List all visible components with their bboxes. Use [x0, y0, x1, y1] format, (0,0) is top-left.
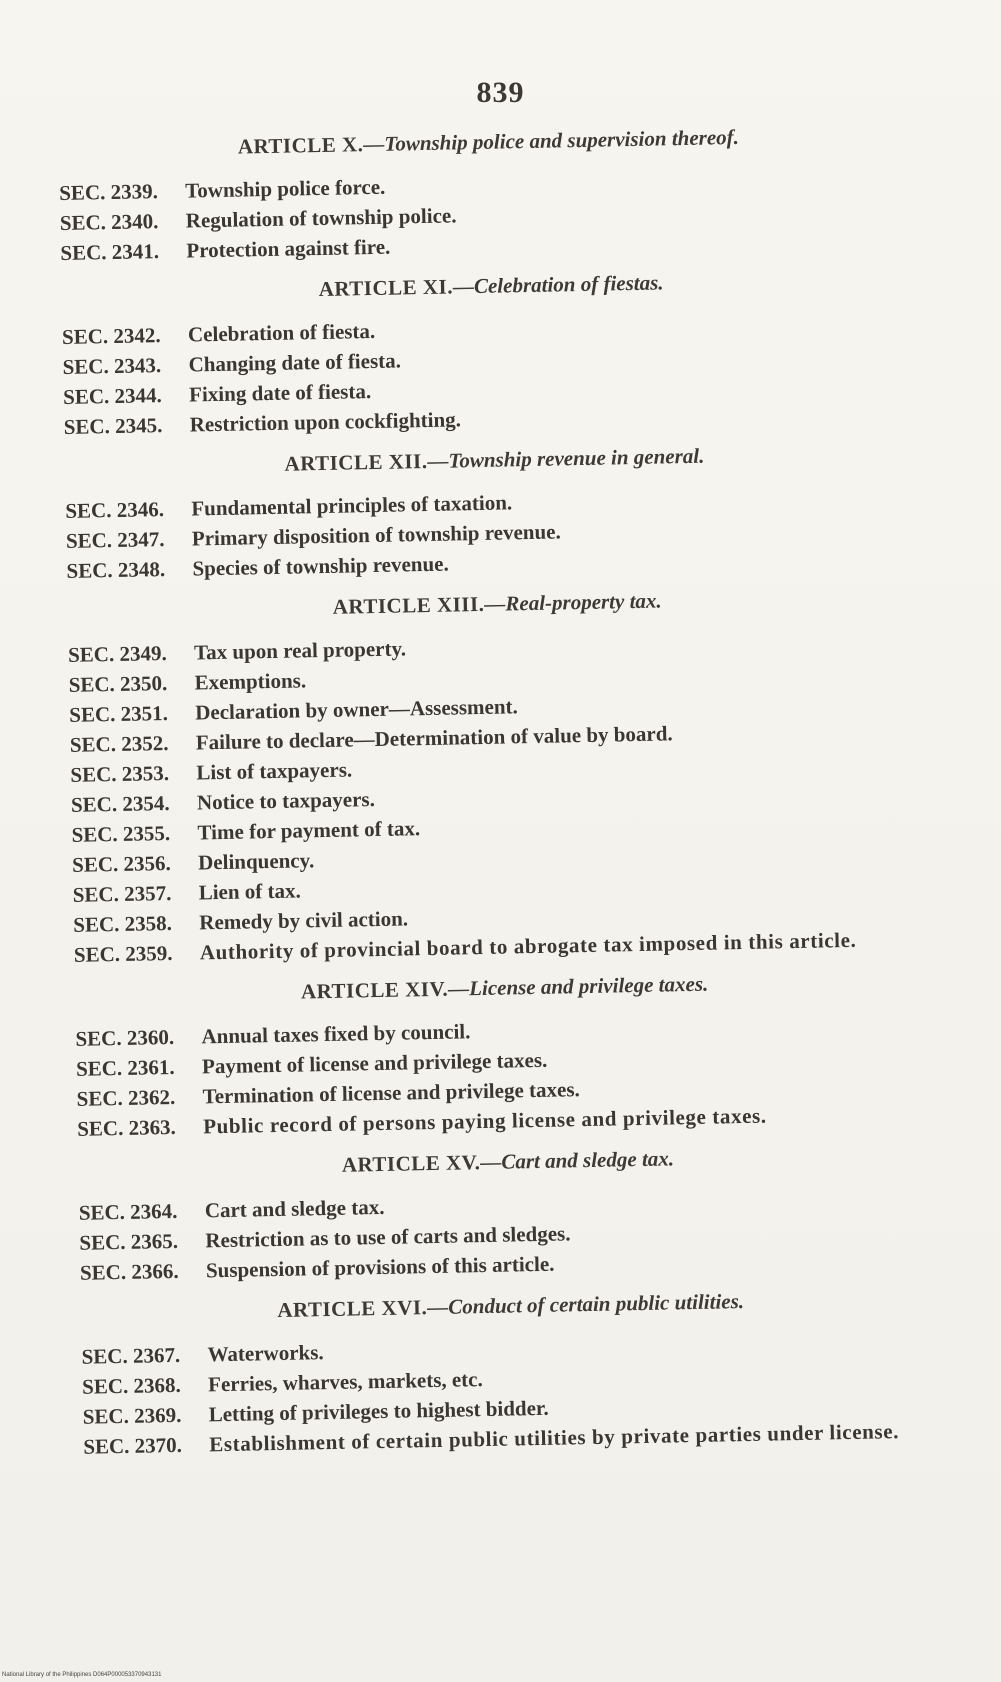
- section-title: Primary disposition of township revenue.: [191, 519, 561, 551]
- section-list: [59, 161, 921, 267]
- article-label: ARTICLE X.: [237, 132, 364, 159]
- section-number: SEC. 2349.: [67, 641, 167, 667]
- section-title: Celebration of fiesta.: [187, 318, 376, 347]
- section-number: SEC. 2347.: [65, 527, 165, 553]
- section-title: Changing date of fiesta.: [188, 348, 402, 377]
- section-title: Township police force.: [184, 174, 386, 203]
- section-list: [75, 1007, 937, 1143]
- article-heading: [58, 117, 918, 166]
- article-title: —Township revenue in general.: [427, 443, 705, 473]
- section-number: SEC. 2345.: [63, 413, 163, 439]
- section-number: SEC. 2364.: [78, 1198, 178, 1225]
- section-title: Public record of persons paying license and privilege taxes.: [202, 1103, 767, 1139]
- section-title: Authority of provincial board to abrogate tax imposed in this article.: [199, 927, 857, 965]
- section-number: SEC. 2357.: [72, 880, 172, 907]
- section-title: Fundamental principles of taxation.: [191, 490, 513, 521]
- section-title: Cart and sledge tax.: [204, 1194, 385, 1223]
- article-label: ARTICLE XIV.: [300, 976, 449, 1004]
- article-label: ARTICLE XI.: [318, 274, 454, 302]
- scan-footer: National Library of the Philippines D064P000053370943131: [2, 1672, 162, 1678]
- table-of-sections: [58, 111, 944, 1471]
- article-title: —Celebration of fiestas.: [452, 270, 664, 299]
- section-number: SEC. 2367.: [81, 1342, 181, 1369]
- section-number: SEC. 2339.: [59, 179, 159, 205]
- section-number: SEC. 2353.: [70, 760, 170, 787]
- section-list: [68, 623, 934, 969]
- article-heading: [67, 579, 927, 628]
- section-title: Restriction upon cockfighting.: [189, 407, 462, 437]
- article-heading: [78, 1137, 938, 1186]
- section-title: Ferries, wharves, markets, etc.: [207, 1367, 483, 1397]
- article-heading: [61, 261, 921, 310]
- section-number: SEC. 2351.: [69, 701, 169, 727]
- section-title: Termination of license and privilege taxes.: [202, 1077, 580, 1109]
- section-number: SEC. 2348.: [66, 557, 166, 583]
- section-number: SEC. 2359.: [73, 940, 173, 967]
- section-title: Regulation of township police.: [185, 203, 457, 233]
- section-number: SEC. 2369.: [82, 1402, 182, 1429]
- section-title: Suspension of provisions of this article.: [205, 1251, 555, 1283]
- section-number: SEC. 2370.: [83, 1432, 183, 1459]
- article-title: —License and privilege taxes.: [447, 971, 709, 1001]
- section-number: SEC. 2352.: [69, 730, 169, 757]
- section-number: SEC. 2350.: [68, 671, 168, 697]
- section-title: Protection against fire.: [186, 234, 391, 263]
- section-number: SEC. 2361.: [75, 1054, 175, 1081]
- section-title: Waterworks.: [207, 1340, 324, 1367]
- article-heading: [74, 963, 934, 1012]
- section-number: SEC. 2360.: [75, 1024, 175, 1051]
- section-title: Failure to declare—Determination of value by board.: [195, 721, 673, 755]
- article-heading: [80, 1281, 940, 1330]
- section-title: Tax upon real property.: [193, 636, 407, 665]
- section-title: Declaration by owner—Assessment.: [195, 694, 518, 725]
- section-number: SEC. 2340.: [59, 209, 159, 235]
- section-list: [79, 1181, 941, 1287]
- section-title: Letting of privileges to highest bidder.: [208, 1395, 549, 1427]
- article-label: ARTICLE XIII.: [332, 591, 485, 619]
- section-number: SEC. 2342.: [61, 323, 161, 349]
- section-title: Payment of license and privilege taxes.: [201, 1047, 548, 1079]
- section-list: [62, 305, 924, 441]
- section-number: SEC. 2368.: [81, 1372, 181, 1399]
- article-title: —Cart and sledge tax.: [480, 1146, 675, 1175]
- article-title: —Conduct of certain public utilities.: [427, 1289, 745, 1320]
- section-title: Remedy by civil action.: [199, 906, 409, 935]
- section-number: SEC. 2354.: [70, 790, 170, 817]
- section-title: Species of township revenue.: [192, 551, 449, 581]
- section-list: [65, 479, 927, 585]
- article-title: —Township police and supervision thereof.: [363, 124, 740, 157]
- section-title: List of taxpayers.: [196, 757, 353, 785]
- section-number: SEC. 2343.: [62, 353, 162, 379]
- section-number: SEC. 2355.: [71, 820, 171, 847]
- section-number: SEC. 2362.: [76, 1084, 176, 1111]
- section-number: SEC. 2366.: [79, 1258, 179, 1285]
- section-number: SEC. 2341.: [60, 239, 160, 265]
- section-number: SEC. 2363.: [76, 1114, 177, 1141]
- section-number: SEC. 2358.: [73, 910, 173, 937]
- section-number: SEC. 2356.: [71, 850, 171, 877]
- page-number: 839: [476, 76, 525, 109]
- section-title: Time for payment of tax.: [197, 816, 421, 845]
- section-number: SEC. 2346.: [65, 497, 165, 523]
- section-title: Annual taxes fixed by council.: [201, 1019, 471, 1049]
- section-title: Notice to taxpayers.: [196, 787, 376, 815]
- section-list: [81, 1325, 943, 1461]
- section-title: Fixing date of fiesta.: [188, 379, 372, 407]
- section-title: Exemptions.: [194, 668, 307, 695]
- section-number: SEC. 2344.: [62, 383, 162, 409]
- article-title: —Real-property tax.: [484, 588, 662, 616]
- article-heading: [64, 435, 924, 484]
- article-label: ARTICLE XV.: [341, 1150, 481, 1177]
- section-title: Delinquency.: [197, 848, 315, 875]
- section-number: SEC. 2365.: [79, 1228, 179, 1255]
- article-label: ARTICLE XVI.: [277, 1295, 428, 1323]
- section-title: Restriction as to use of carts and sledges.: [205, 1221, 571, 1253]
- section-title: Lien of tax.: [198, 878, 301, 905]
- section-title: Establishment of certain public utilities by private parties under license.: [209, 1419, 900, 1457]
- article-label: ARTICLE XII.: [284, 448, 428, 476]
